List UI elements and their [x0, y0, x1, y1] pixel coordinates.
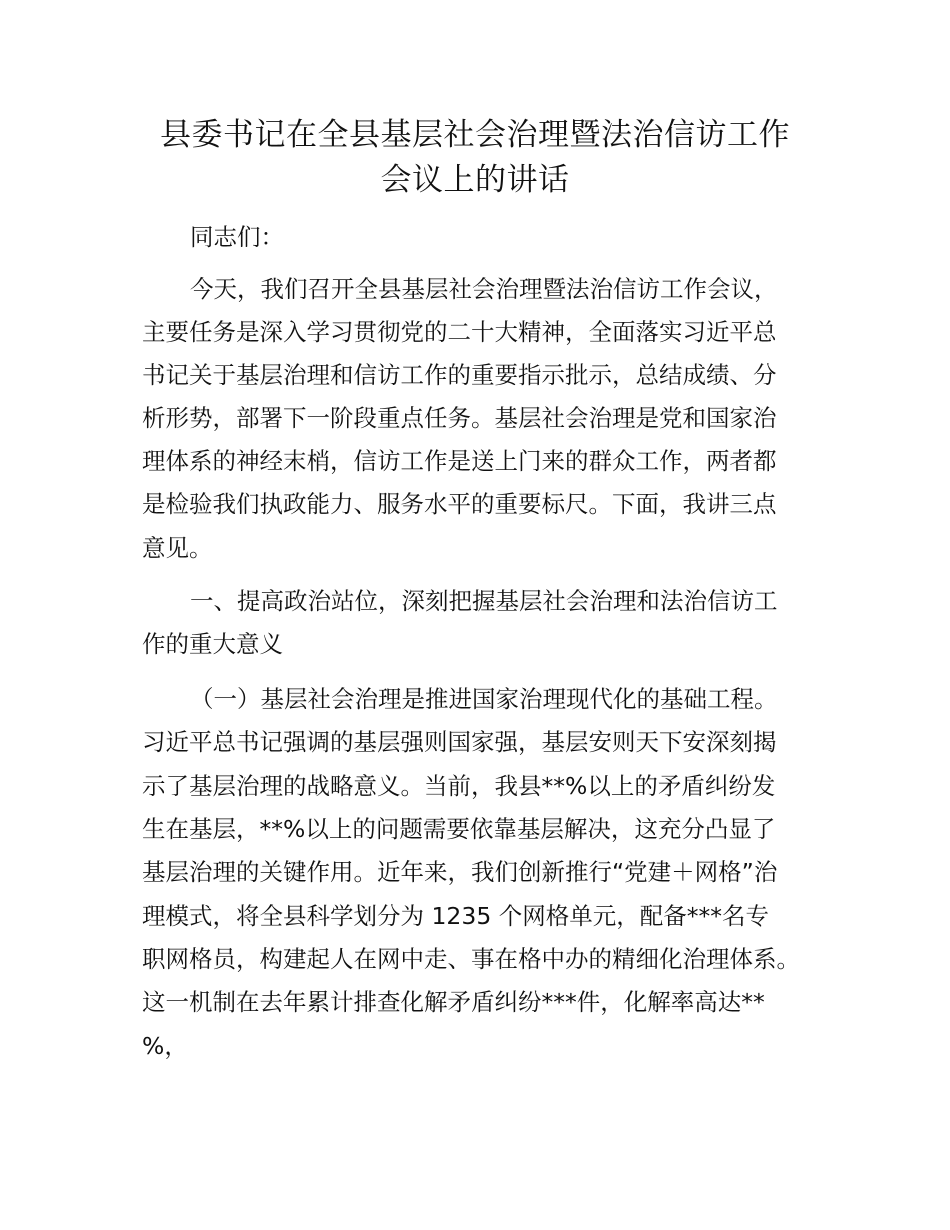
- paragraph-2-line: 生在基层，**%以上的问题需要依靠基层解决，这充分凸显了: [142, 815, 776, 843]
- paragraph-2-line: 习近平总书记强调的基层强则国家强，基层安则天下安深刻揭: [142, 728, 777, 756]
- section-1-heading-line: 作的重大意义: [142, 630, 283, 658]
- paragraph-2-line: 示了基层治理的战略意义。当前，我县**%以上的矛盾纠纷发: [142, 772, 776, 800]
- paragraph-2-line: 理模式，将全县科学划分为 1235 个网格单元，配备***名专: [142, 902, 769, 930]
- paragraph-2-line: 职网格员，构建起人在网中走、事在格中办的精细化治理体系。: [142, 945, 800, 973]
- paragraph-2-line: 基层治理的关键作用。近年来，我们创新推行“党建＋网格”治: [142, 858, 778, 886]
- paragraph-2-line: （一）基层社会治理是推进国家治理现代化的基础工程。: [190, 685, 778, 713]
- paragraph-1-line: 是检验我们执政能力、服务水平的重要标尺。下面，我讲三点: [142, 490, 777, 518]
- paragraph-1-line: 意见。: [142, 534, 213, 562]
- paragraph-2-line: 这一机制在去年累计排查化解矛盾纠纷***件，化解率高达**: [142, 988, 765, 1016]
- section-1-heading-line: 一、提高政治站位，深刻把握基层社会治理和法治信访工: [190, 587, 778, 615]
- document-title-line-2: 会议上的讲话: [380, 162, 570, 198]
- paragraph-1-line: 析形势，部署下一阶段重点任务。基层社会治理是党和国家治: [142, 404, 777, 432]
- paragraph-2-line: %，: [142, 1032, 188, 1060]
- paragraph-1-line: 书记关于基层治理和信访工作的重要指示批示，总结成绩、分: [142, 361, 777, 389]
- paragraph-1-line: 主要任务是深入学习贯彻党的二十大精神，全面落实习近平总: [142, 318, 777, 346]
- salutation: 同志们：: [190, 223, 284, 251]
- paragraph-1-line: 理体系的神经末梢，信访工作是送上门来的群众工作，两者都: [142, 447, 777, 475]
- paragraph-1-line: 今天，我们召开全县基层社会治理暨法治信访工作会议，: [190, 275, 778, 303]
- document-title-line-1: 县委书记在全县基层社会治理暨法治信访工作: [160, 117, 790, 153]
